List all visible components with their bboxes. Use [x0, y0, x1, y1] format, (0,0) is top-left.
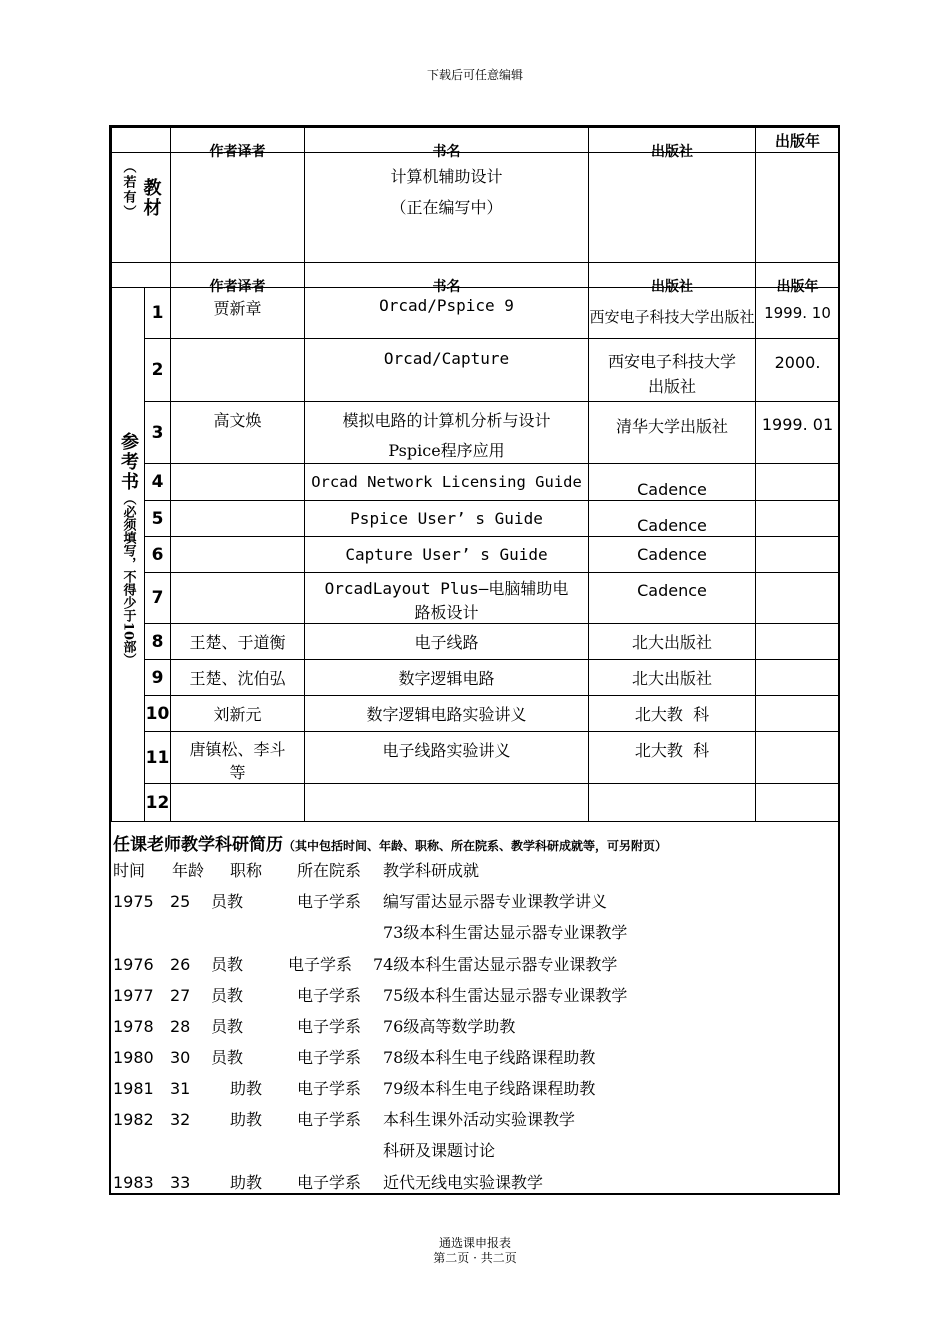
cv-col-time: 时间: [113, 861, 146, 880]
ref-row-8-number: 8: [144, 623, 171, 660]
ref-row-12-year: [755, 783, 840, 822]
cv-column-headers: [111, 859, 842, 883]
page-header: 下载后可任意编辑: [426, 68, 523, 82]
ref-row-11-year: [755, 731, 840, 784]
cv-entry-year: 1980: [113, 1048, 154, 1067]
cv-entry-achievement: 73级本科生雷达显示器专业课教学: [383, 923, 628, 942]
cv-entry-rank: 员教: [211, 1017, 244, 1036]
references-label-cell: [111, 287, 145, 822]
header-author: 作者译者: [170, 127, 305, 153]
header-publisher: 出版社: [588, 127, 756, 153]
application-form-table: [109, 125, 840, 1195]
ref-row-9-number: 9: [144, 659, 171, 696]
cv-col-rank: 职称: [230, 861, 263, 880]
cv-entry: [111, 1077, 842, 1101]
ref-row-12-author: [170, 783, 305, 822]
ref-row-12-title: [304, 783, 589, 822]
ref-row-3-title-cell: [304, 401, 589, 464]
ref-row-4-author: [170, 463, 305, 501]
ref-row-7-year: [755, 572, 840, 624]
ref-row-9-title: 数字逻辑电路: [304, 659, 589, 696]
footer-form-name: 通选课申报表: [438, 1236, 511, 1250]
ref-row-7-publisher: Cadence: [588, 572, 756, 624]
ref-row-4-title: Orcad Network Licensing Guide: [304, 463, 589, 501]
header-year: 出版年: [755, 127, 840, 153]
ref-row-3-subtitle: Pspice程序应用: [388, 440, 505, 460]
ref-row-10-publisher: 北大教 科: [588, 695, 756, 732]
ref-row-1-publisher: 西安电子科技大学出版社: [588, 287, 756, 339]
header2-author: 作者译者: [170, 262, 305, 288]
cv-entry-year: 1982: [113, 1110, 154, 1129]
cv-title: 任课老师教学科研简历: [113, 835, 283, 855]
ref-row-8-author: 王楚、于道衡: [170, 623, 305, 660]
cv-entry-age: 25: [170, 892, 191, 911]
ref-row-11-number: 11: [144, 731, 171, 784]
cv-entry-year: 1975: [113, 892, 154, 911]
ref-row-1-number: 1: [144, 287, 171, 339]
cv-entry-year: 1978: [113, 1017, 154, 1036]
cv-entry-achievement: 79级本科生电子线路课程助教: [383, 1079, 596, 1098]
ref-row-10-number: 10: [144, 695, 171, 732]
ref-row-12-publisher: [588, 783, 756, 822]
ref-row-6-publisher: Cadence: [588, 536, 756, 573]
ref-row-4-year: [755, 463, 840, 501]
cv-entry-year: 1976: [113, 955, 154, 974]
cv-col-age: 年龄: [172, 861, 205, 880]
ref-row-5-number: 5: [144, 500, 171, 537]
textbook-label: 教材: [140, 177, 162, 218]
ref-row-7-author: [170, 572, 305, 624]
header2-year: 出版年: [755, 262, 840, 288]
cv-entry-achievement: 76级高等数学助教: [383, 1017, 516, 1036]
ref-row-6-author: [170, 536, 305, 573]
ref-row-10-author: 刘新元: [170, 695, 305, 732]
ref-row-7-title: OrcadLayout Plus—电脑辅助电: [324, 579, 569, 598]
ref-row-7-subtitle: 路板设计: [414, 603, 479, 622]
cv-entry-dept: 电子学系: [297, 1017, 362, 1036]
cv-entry-achievement: 近代无线电实验课教学: [383, 1173, 544, 1192]
cv-entry-achievement: 74级本科生雷达显示器专业课教学: [373, 955, 618, 974]
cv-entry-achievement: 78级本科生电子线路课程助教: [383, 1048, 596, 1067]
cv-entry: [111, 890, 842, 914]
references-label: 参考书: [118, 432, 139, 492]
cv-entry-age: 26: [170, 955, 191, 974]
cv-entry-rank: 员教: [211, 955, 244, 974]
cv-entry-achievement: 75级本科生雷达显示器专业课教学: [383, 986, 628, 1005]
cv-entry: [111, 921, 842, 945]
ref-row-2-number: 2: [144, 338, 171, 402]
textbook-author-cell: [170, 152, 305, 263]
textbook-label-note: （若有）: [120, 159, 136, 220]
footer-page-number: 第二页 · 共二页: [433, 1251, 517, 1265]
cv-entry-dept: 电子学系: [297, 1173, 362, 1192]
ref-row-11-author-cell: [170, 731, 305, 784]
cv-entry-rank: 助教: [230, 1173, 263, 1192]
cv-entry: [111, 984, 842, 1008]
ref-row-3-author: 高文焕: [170, 401, 305, 464]
cv-entry-dept: 电子学系: [297, 986, 362, 1005]
cv-entry-dept: 电子学系: [297, 1048, 362, 1067]
ref-row-5-author: [170, 500, 305, 537]
header2-publisher: 出版社: [588, 262, 756, 288]
ref-row-10-title: 数字逻辑电路实验讲义: [304, 695, 589, 732]
cv-entry-age: 32: [170, 1110, 191, 1129]
ref-row-11-author-etal: 等: [229, 762, 246, 782]
cv-entry: [111, 1139, 842, 1163]
ref-row-4-number: 4: [144, 463, 171, 501]
ref-row-8-title: 电子线路: [304, 623, 589, 660]
cv-entry-rank: 员教: [211, 1048, 244, 1067]
cv-entry-rank: 助教: [230, 1079, 263, 1098]
textbook-title: 计算机辅助设计: [390, 167, 503, 186]
header-blank-cell: [111, 127, 171, 153]
cv-entry-achievement: 编写雷达显示器专业课教学讲义: [383, 892, 608, 911]
ref-row-3-publisher: 清华大学出版社: [588, 401, 756, 464]
cv-entry-year: 1983: [113, 1173, 154, 1192]
cv-entry: [111, 1015, 842, 1039]
ref-row-5-title: Pspice User’ s Guide: [304, 500, 589, 537]
ref-row-1-author: 贾新章: [170, 287, 305, 339]
ref-row-9-author: 王楚、沈伯弘: [170, 659, 305, 696]
cv-note: （其中包括时间、年龄、职称、所在院系、教学科研成就等，可另附页）: [283, 839, 668, 853]
cv-entry-achievement: 本科生课外活动实验课教学: [383, 1110, 576, 1129]
ref-row-7-number: 7: [144, 572, 171, 624]
ref-row-3-year: 1999. 01: [755, 401, 840, 464]
ref-row-4-publisher: Cadence: [588, 463, 756, 501]
cv-entry-year: 1977: [113, 986, 154, 1005]
cv-entry-age: 28: [170, 1017, 191, 1036]
header2-blank-cell: [111, 262, 171, 288]
ref-row-10-year: [755, 695, 840, 732]
ref-row-1-title: Orcad/Pspice 9: [304, 287, 589, 339]
ref-row-2-publisher: 西安电子科技大学出版社: [588, 338, 756, 402]
textbook-publisher-cell: [588, 152, 756, 263]
ref-row-9-year: [755, 659, 840, 696]
cv-entry: [111, 1046, 842, 1070]
cv-entry-rank: 员教: [211, 986, 244, 1005]
textbook-status: （正在编写中）: [390, 198, 503, 217]
cv-entry-age: 31: [170, 1079, 191, 1098]
header2-title: 书名: [304, 262, 589, 288]
cv-entry: [111, 1171, 842, 1195]
ref-row-12-number: 12: [144, 783, 171, 822]
cv-entry: [111, 953, 842, 977]
textbook-year-cell: [755, 152, 840, 263]
ref-row-2-year: 2000.: [755, 338, 840, 402]
ref-row-8-publisher: 北大出版社: [588, 623, 756, 660]
cv-col-dept: 所在院系: [297, 861, 362, 880]
ref-row-2-author: [170, 338, 305, 402]
ref-row-3-number: 3: [144, 401, 171, 464]
ref-row-2-title: Orcad/Capture: [304, 338, 589, 402]
ref-row-11-publisher: 北大教 科: [588, 731, 756, 784]
ref-row-6-number: 6: [144, 536, 171, 573]
cv-entry: [111, 1108, 842, 1132]
cv-entry-age: 30: [170, 1048, 191, 1067]
cv-entry-year: 1981: [113, 1079, 154, 1098]
ref-row-5-publisher: Cadence: [588, 500, 756, 537]
ref-row-5-year: [755, 500, 840, 537]
ref-row-6-year: [755, 536, 840, 573]
ref-row-7-title-cell: [304, 572, 589, 624]
ref-row-3-title: 模拟电路的计算机分析与设计: [342, 410, 551, 430]
cv-col-achievement: 教学科研成就: [383, 861, 480, 880]
ref-row-8-year: [755, 623, 840, 660]
textbook-label-cell: [111, 152, 171, 263]
cv-entry-dept: 电子学系: [288, 955, 353, 974]
ref-row-1-year: 1999. 10: [755, 287, 840, 339]
cv-entry-rank: 员教: [211, 892, 244, 911]
cv-entry-dept: 电子学系: [297, 892, 362, 911]
cv-entry-dept: 电子学系: [297, 1110, 362, 1129]
ref-row-11-title: 电子线路实验讲义: [304, 731, 589, 784]
cv-entry-age: 33: [170, 1173, 191, 1192]
cv-entry-dept: 电子学系: [297, 1079, 362, 1098]
header-title: 书名: [304, 127, 589, 153]
ref-row-6-title: Capture User’ s Guide: [304, 536, 589, 573]
cv-entry-rank: 助教: [230, 1110, 263, 1129]
cv-entry-age: 27: [170, 986, 191, 1005]
ref-row-9-publisher: 北大出版社: [588, 659, 756, 696]
ref-row-11-author: 唐镇松、李斗: [189, 739, 286, 759]
textbook-title-cell: [304, 152, 589, 263]
references-label-note: （必须填写，不得少于10部）: [120, 492, 136, 667]
cv-heading: [113, 830, 667, 855]
cv-entry-achievement: 科研及课题讨论: [383, 1141, 496, 1160]
